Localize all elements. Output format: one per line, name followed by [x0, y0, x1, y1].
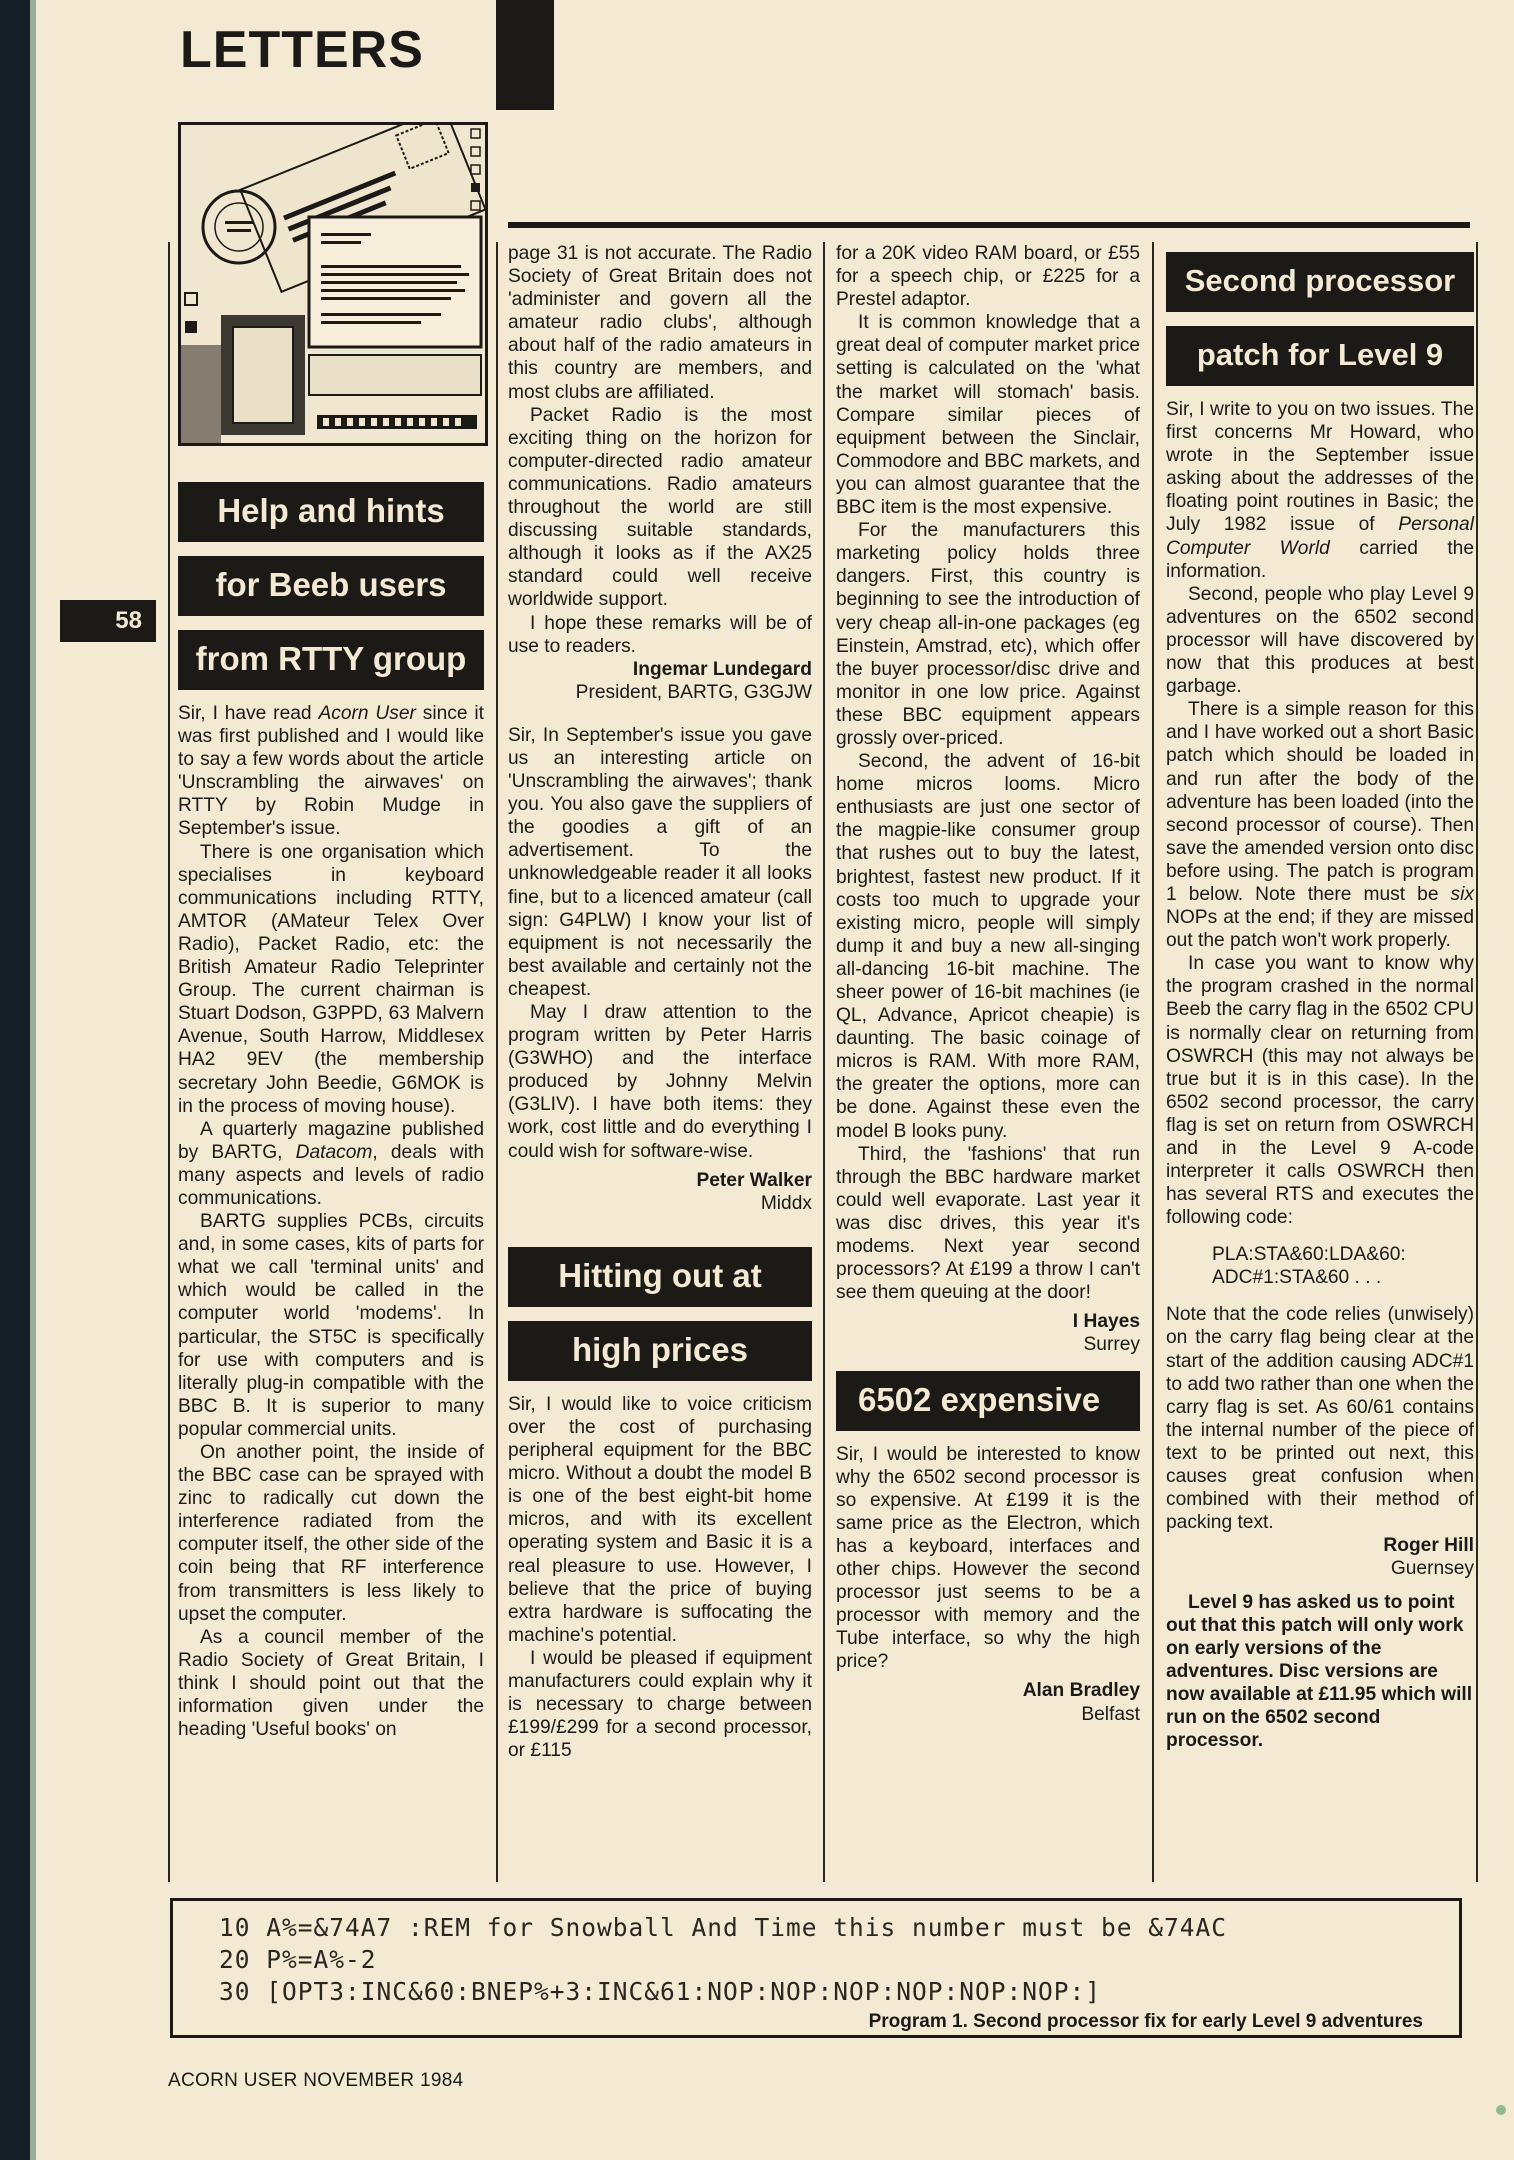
- code-snippet: ADC#1:STA&60 . . .: [1212, 1267, 1382, 1289]
- headline-line: high prices: [508, 1321, 812, 1381]
- headline-line: Help and hints: [178, 482, 484, 542]
- headline-line: Hitting out at: [508, 1247, 812, 1307]
- letter-paragraph: for a 20K video RAM board, or £55 for a speech chip, or £225 for a Prestel adaptor.: [836, 243, 1140, 311]
- section-title: LETTERS: [180, 21, 424, 79]
- signature-name: I Hayes: [1072, 1311, 1140, 1333]
- column-2: [508, 242, 812, 1762]
- letter-paragraph: For the manufacturers this marketing policy holds three dangers. First, this country is beginning to see the introduction of very cheap all-in-one packages (eg Einstein, Amstrad, etc), which offer the buyer processor/disc drive and monitor in one low price. Against these BBC equipment appears grossly over-priced.: [836, 520, 1140, 749]
- letter-paragraph: There is one organisation which specialises in keyboard communications including RTTY, AMTOR (AMateur Telex Over Radio), Packet Radio, etc: the British Amateur Radio Teleprinter Group. The current chairman is Stuart Dodson, G3PPD, 63 Malvern Avenue, South Harrow, Middlesex HA2 9EV (the membership secretary John Beedie, G6MOK is in the process of moving house).: [178, 841, 484, 1117]
- letter-paragraph: Sir, I write to you on two issues. The first concerns Mr Howard, who wrote in the September issue asking about the addresses of the floating point routines in Basic; the July 1982 issue of Personal Computer World carried the information.: [1166, 399, 1474, 582]
- top-rule: [508, 222, 1470, 228]
- signature-name: Peter Walker: [696, 1169, 812, 1191]
- letter-paragraph: A quarterly magazine published by BARTG, Datacom, deals with many aspects and levels of radio communications.: [178, 1118, 484, 1209]
- letter-paragraph: Sir, I would be interested to know why the 6502 second processor is so expensive. At £199 it is the same price as the Electron, which has a keyboard, interfaces and other chips. However the second processor just seems to be a processor with memory and the Tube interface, so why the high price?: [836, 1443, 1140, 1673]
- letter-paragraph: May I draw attention to the program written by Peter Harris (G3WHO) and the interface produced by Johnny Melvin (G3LIV). I have both items: they work, cost little and do everything I could wish for software-wise.: [508, 1002, 812, 1162]
- column-rule: [1152, 242, 1154, 1882]
- signature-location: Surrey: [1083, 1334, 1140, 1356]
- signature-name: Ingemar Lundegard: [632, 658, 812, 680]
- letter-paragraph: Sir, In September's issue you gave us an interesting article on 'Unscrambling the airwaves'; thank you. You also gave the suppliers of the goodies a gift of an advertisement. To the unknowledgeable reader it all looks fine, but to a licenced amateur (call sign: G4PLW) I know your list of equipment is not necessarily the best available and certainly not the cheapest.: [508, 724, 812, 1000]
- letter-paragraph: Sir, I would like to voice criticism over the cost of purchasing peripheral equipment for the BBC micro. Without a doubt the model B is one of the best eight-bit home micros, and with its excellent operating system and Basic it is a real pleasure to use. However, I believe that the price of buying extra hardware is suffocating the machine's potential.: [508, 1393, 812, 1646]
- signature-location: Guernsey: [1390, 1558, 1474, 1580]
- print-mark: [1496, 2105, 1506, 2115]
- letter-paragraph: Sir, I have read Acorn User since it was first published and I would like to say a few words about the article 'Unscrambling the airwaves' on RTTY by Robin Mudge in September's issue.: [178, 703, 484, 840]
- page-number: 58: [60, 600, 156, 642]
- letter-paragraph: In case you want to know why the program crashed in the normal Beeb the carry flag in the 6502 CPU is normally clear on returning from OSWRCH (this may not always be true but it is in this case). In the 6502 second processor, the carry flag is set on return from OSWRCH and in the Level 9 A-code interpreter it calls OSWRCH then has several RTS and executes the following code:: [1166, 953, 1474, 1229]
- letter-paragraph: I hope these remarks will be of use to readers.: [508, 612, 812, 657]
- letter-paragraph: page 31 is not accurate. The Radio Society of Great Britain does not 'administer and govern all the amateur radio clubs', although about half of the radio amateurs in this country are members, and most clubs are affiliated.: [508, 243, 812, 403]
- column-rule: [823, 242, 825, 1882]
- headline-line: from RTTY group: [178, 630, 484, 690]
- column-4: [1166, 252, 1474, 1752]
- program-caption: Program 1. Second processor fix for early Level 9 adventures: [868, 2011, 1423, 2032]
- signature-location: Middx: [760, 1192, 812, 1214]
- letter-paragraph: On another point, the inside of the BBC case can be sprayed with zinc to radically cut down the interference radiated from the computer itself, the other side of the coin being that RF interference from transmitters is less likely to upset the computer.: [178, 1442, 484, 1625]
- program-line: 20 P%=A%-2: [219, 1945, 377, 1974]
- letter-paragraph: Second, people who play Level 9 adventures on the 6502 second processor will have discovered by now that this produces at best garbage.: [1166, 583, 1474, 698]
- signature-name: Alan Bradley: [1022, 1680, 1140, 1702]
- signature-location: President, BARTG, G3GJW: [575, 681, 812, 703]
- headline-line: patch for Level 9: [1166, 326, 1474, 386]
- header-block: [496, 0, 554, 110]
- column-1: [178, 482, 484, 1741]
- program-listing-box: [170, 1898, 1462, 2038]
- letters-illustration: [178, 122, 488, 446]
- headline-line: for Beeb users: [178, 556, 484, 616]
- page-spine: [0, 0, 30, 2160]
- editor-note: Level 9 has asked us to point out that this patch will only work on early versions of the adventures. Disc versions are now available at £11.95 which will run on the 6502 second processor.: [1166, 1591, 1473, 1752]
- letter-paragraph: As a council member of the Radio Society of Great Britain, I think I should point out that the information given under the heading 'Useful books' on: [178, 1626, 484, 1741]
- letter-paragraph: Third, the 'fashions' that run through the BBC hardware market could well evaporate. Last year it was disc drives, this year it's modems. Next year second processors? At £199 a throw I can't see them queuing at the door!: [836, 1143, 1140, 1304]
- letter-paragraph: I would be pleased if equipment manufacturers could explain why it is necessary to charge between £199/£299 for a second processor, or £115: [508, 1647, 812, 1762]
- letter-paragraph: Note that the code relies (unwisely) on the carry flag being clear at the start of the addition causing ADC#1 to add two rather than one when the carry flag is set. As 60/61 contains the internal number of the piece of text to be printed out next, this causes great confusion when combined with their method of packing text.: [1166, 1304, 1474, 1534]
- envelope-illustration-svg: [181, 125, 485, 443]
- program-line: 10 A%=&74A7 :REM for Snowball And Time this number must be &74AC: [219, 1913, 1228, 1942]
- code-snippet: PLA:STA&60:LDA&60:: [1212, 1244, 1406, 1266]
- letter-paragraph: Second, the advent of 16-bit home micros looms. Micro enthusiasts are just one sector of the magpie-like consumer group that rushes out to buy the latest, brightest, fastest new product. If it costs too much to upgrade your existing micro, people will simply dump it and buy a new all-singing all-dancing 16-bit machine. The sheer power of 16-bit machines (ie QL, Advance, Apricot cheapie) is daunting. The basic coinage of micros is RAM. With more RAM, the greater the options, more can be done. Against these even the model B looks puny.: [836, 751, 1140, 1142]
- letter-paragraph: Packet Radio is the most exciting thing on the horizon for computer-directed radio amateur communications. Radio amateurs throughout the world are still discussing suitable standards, although it looks as if the AX25 standard could well receive worldwide support.: [508, 404, 812, 611]
- letter-paragraph: It is common knowledge that a great deal of computer market price setting is calculated on the 'what the market will stomach' basis. Compare similar pieces of equipment between the Sinclair, Commodore and BBC markets, and you can almost guarantee that the BBC item is the most expensive.: [836, 312, 1140, 519]
- letter-paragraph: There is a simple reason for this and I have worked out a short Basic patch which should be loaded in and run after the body of the adventure has been loaded (into the second processor of course). Then save the amended version onto disc before using. The patch is program 1 below. Note there must be six NOPs at the end; if they are missed out the patch won't work properly.: [1166, 699, 1474, 952]
- signature-location: Belfast: [1081, 1703, 1140, 1725]
- column-3: [836, 242, 1140, 1726]
- letter-paragraph: BARTG supplies PCBs, circuits and, in some cases, kits of parts for what we call 'terminal units' and which would be called in the computer world 'modems'. In particular, the ST5C is specifically for use with computers and is literally plug-in compatible with the BBC B. It is superior to many popular commercial units.: [178, 1211, 484, 1440]
- column-rule: [168, 242, 170, 1882]
- signature-name: Roger Hill: [1383, 1535, 1474, 1557]
- headline-line: 6502 expensive: [836, 1371, 1140, 1431]
- column-rule: [496, 242, 498, 1882]
- spine-edge: [30, 0, 36, 2160]
- program-line: 30 [OPT3:INC&60:BNEP%+3:INC&61:NOP:NOP:NOP:NOP:NOP:NOP:]: [219, 1977, 1102, 2006]
- headline-line: Second processor: [1166, 252, 1474, 312]
- column-rule: [1476, 242, 1478, 1882]
- page-footer: ACORN USER NOVEMBER 1984: [168, 2070, 464, 2091]
